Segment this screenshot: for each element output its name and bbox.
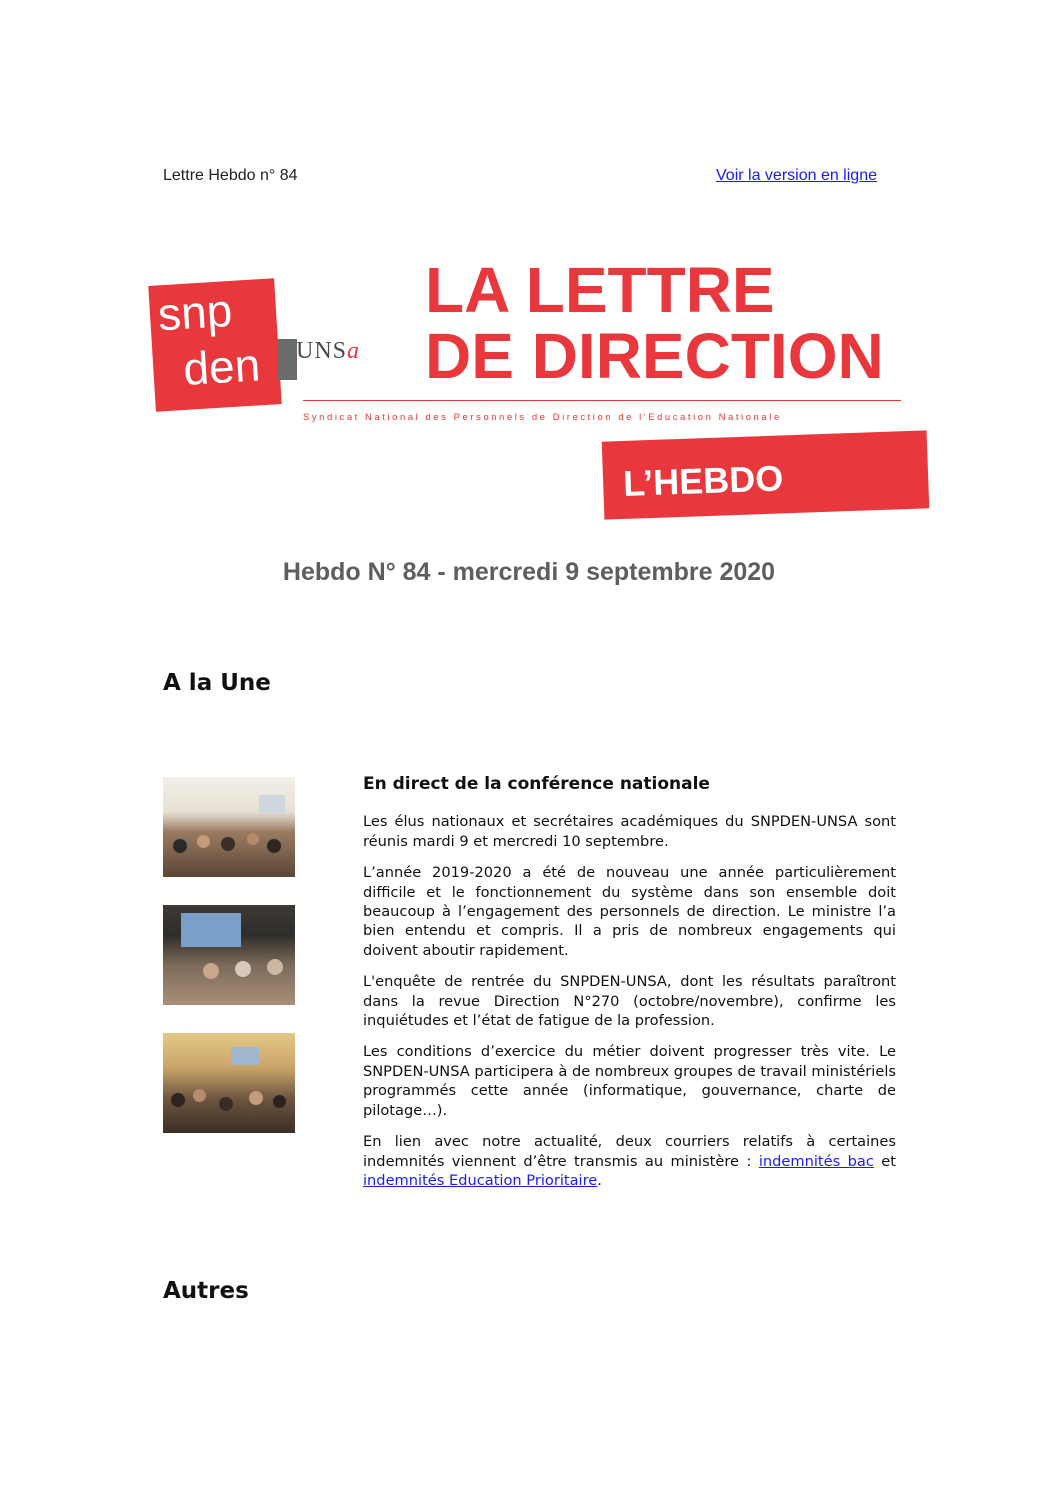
paragraph-5-end: . [597,1171,602,1189]
hebdo-badge-label: L’HEBDO [622,457,784,504]
logo-line-1: snp [156,283,234,341]
conference-photo-3 [163,1033,295,1133]
indemnites-education-prioritaire-link[interactable]: indemnités Education Prioritaire [363,1171,598,1189]
masthead-title-line-1: LA LETTRE [425,254,775,326]
issue-heading: Hebdo N° 84 - mercredi 9 septembre 2020 [282,558,776,586]
article-title: En direct de la conférence nationale [363,774,710,794]
unsa-logo-text: UNS [296,338,348,364]
article-paragraph-5 [363,1132,896,1190]
logo-divider [277,339,297,380]
article-paragraph-3: L'enquête de rentrée du SNPDEN-UNSA, dont les résultats paraîtront dans la revue Direction N°270 (octobre/novembre), confirme les inquiétudes et l’état de fatigue de la profession. [363,973,896,1030]
unsa-logo-a: a [347,338,361,364]
paragraph-5-mid: et [873,1152,897,1170]
logo-line-2: den [181,338,262,395]
newsletter-label: Lettre Hebdo n° 84 [163,167,298,184]
snpden-logo [148,278,281,411]
conference-photo-2 [163,905,295,1005]
section-heading-une: A la Une [163,670,271,696]
view-online-link[interactable]: Voir la version en ligne [716,167,877,184]
indemnites-bac-link[interactable]: indemnités bac [758,1152,874,1170]
masthead-title-line-2: DE DIRECTION [425,320,884,392]
section-heading-autres: Autres [163,1278,249,1304]
conference-photo-1 [163,777,295,877]
article-paragraph-1: Les élus nationaux et secrétaires académiques du SNPDEN-UNSA sont réunis mardi 9 et mercredi 10 septembre. [363,813,896,850]
article-une [363,775,896,1202]
masthead-subtitle: Syndicat National des Personnels de Direction de l'Education Nationale [303,412,782,423]
unsa-logo [296,338,360,365]
masthead-rule [303,400,901,401]
article-paragraph-2: L’année 2019-2020 a été de nouveau une année particulièrement difficile et le fonctionnement du système dans son ensemble doit beaucoup à l’engagement des personnels de direction. Le ministre l’a bien entendu et compris. Il a pris de nombreux engagements qui doivent aboutir rapidement. [363,864,896,959]
hebdo-badge [602,430,930,519]
article-paragraph-4: Les conditions d’exercice du métier doivent progresser très vite. Le SNPDEN-UNSA participera à de nombreux groupes de travail ministériels programmés cette année (informatique, gouvernance, charte de pilotage…). [363,1043,896,1119]
paragraph-5-text: En lien avec notre actualité, deux courriers relatifs à certaines indemnités viennent d’être transmis au ministère : [363,1133,896,1170]
